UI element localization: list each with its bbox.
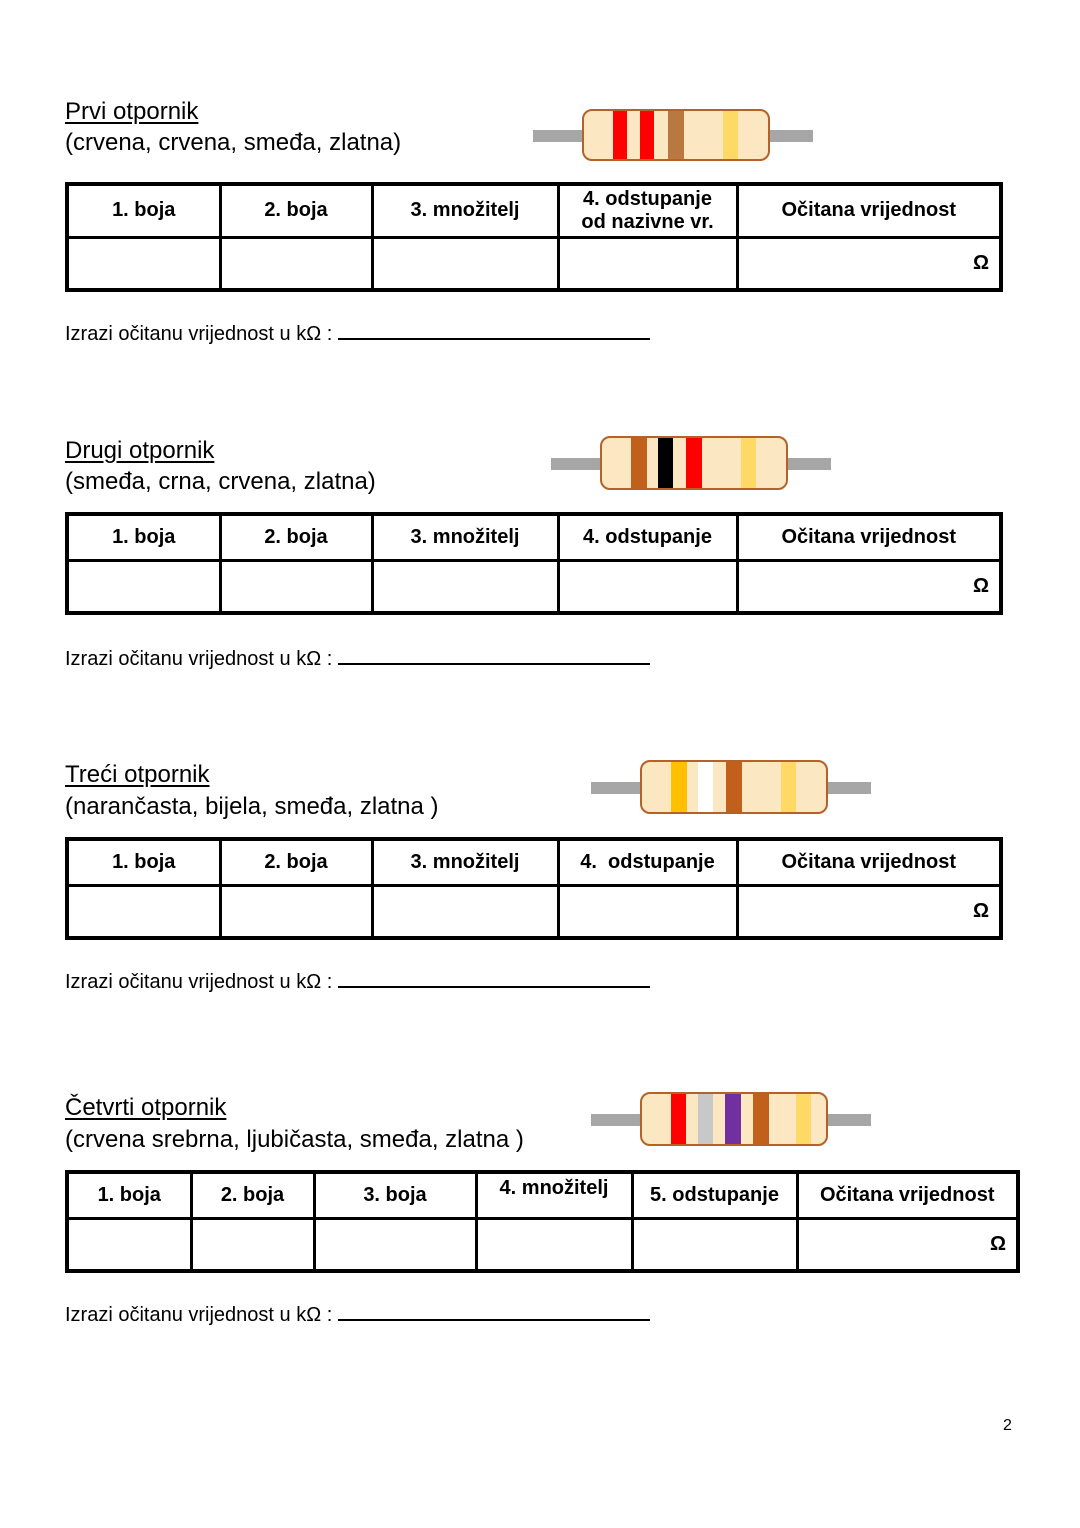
answer-row <box>67 1218 1018 1271</box>
answer-value-cell[interactable] <box>737 885 1001 938</box>
resistor-illustration <box>591 1090 873 1148</box>
answer-blank[interactable] <box>338 968 650 988</box>
band-1 <box>671 762 687 812</box>
convert-instruction <box>65 1301 650 1327</box>
answer-cell[interactable] <box>372 885 558 938</box>
answer-cell[interactable] <box>67 885 220 938</box>
page-number: 2 <box>1003 1417 1012 1434</box>
band-1 <box>671 1094 686 1144</box>
answer-value-cell[interactable] <box>797 1218 1018 1271</box>
header-cell: 3. množitelj <box>372 184 558 237</box>
answer-cell[interactable] <box>372 237 558 290</box>
band-3 <box>668 111 684 159</box>
header-row <box>67 184 1001 237</box>
band-2 <box>658 438 673 488</box>
resistor-illustration <box>533 107 815 163</box>
ohm-unit: Ω <box>972 251 989 274</box>
reading-table <box>65 1170 1020 1273</box>
resistor-lead <box>767 130 813 142</box>
band-2 <box>698 762 713 812</box>
header-cell: 1. boja <box>67 839 220 885</box>
header-cell: 4. odstupanje od nazivne vr. <box>558 184 737 237</box>
answer-row <box>67 237 1001 290</box>
header-cell: 2. boja <box>191 1172 314 1218</box>
header-row <box>67 839 1001 885</box>
ohm-unit: Ω <box>972 574 989 597</box>
instruction-text: Izrazi očitanu vrijednost u kΩ : <box>65 1304 333 1326</box>
resistor-lead <box>551 458 603 470</box>
answer-cell[interactable] <box>191 1218 314 1271</box>
reading-table <box>65 182 1003 292</box>
instruction-text: Izrazi očitanu vrijednost u kΩ : <box>65 323 333 345</box>
ohm-unit: Ω <box>972 899 989 922</box>
header-cell: Očitana vrijednost <box>737 514 1001 560</box>
reading-table <box>65 837 1003 940</box>
answer-cell[interactable] <box>558 885 737 938</box>
answer-cell[interactable] <box>220 560 372 613</box>
band-3 <box>725 1094 741 1144</box>
section-subtitle: (crvena, crvena, smeđa, zlatna) <box>65 129 402 156</box>
band-4 <box>781 762 796 812</box>
answer-blank[interactable] <box>338 320 650 340</box>
section-subtitle: (smeđa, crna, crvena, zlatna) <box>65 468 376 495</box>
answer-cell[interactable] <box>220 885 372 938</box>
header-cell: 3. množitelj <box>372 839 558 885</box>
header-cell: 4. odstupanje <box>558 514 737 560</box>
band-5 <box>796 1094 811 1144</box>
answer-cell[interactable] <box>67 560 220 613</box>
section-title: Drugi otpornik <box>65 437 215 464</box>
convert-instruction <box>65 645 650 671</box>
resistor-lead <box>825 782 871 794</box>
band-4 <box>723 111 738 159</box>
answer-cell[interactable] <box>372 560 558 613</box>
header-cell: Očitana vrijednost <box>797 1172 1018 1218</box>
header-cell: 1. boja <box>67 184 220 237</box>
answer-blank[interactable] <box>338 1301 650 1321</box>
band-4 <box>753 1094 769 1144</box>
answer-value-cell[interactable] <box>737 560 1001 613</box>
section-title: Četvrti otpornik <box>65 1094 227 1121</box>
band-3 <box>686 438 702 488</box>
header-cell: Očitana vrijednost <box>737 839 1001 885</box>
header-cell: 4. odstupanje <box>558 839 737 885</box>
answer-cell[interactable] <box>314 1218 476 1271</box>
band-2 <box>640 111 654 159</box>
answer-cell[interactable] <box>476 1218 632 1271</box>
band-4 <box>741 438 756 488</box>
resistor-lead <box>591 782 643 794</box>
answer-cell[interactable] <box>67 1218 191 1271</box>
resistor-lead <box>533 130 585 142</box>
section-subtitle: (crvena srebrna, ljubičasta, smeđa, zlatna ) <box>65 1126 524 1153</box>
answer-row <box>67 560 1001 613</box>
header-cell: 2. boja <box>220 184 372 237</box>
section-title: Prvi otpornik <box>65 98 199 125</box>
answer-cell[interactable] <box>558 560 737 613</box>
answer-blank[interactable] <box>338 645 650 665</box>
header-cell: 3. množitelj <box>372 514 558 560</box>
ohm-unit: Ω <box>989 1232 1006 1255</box>
header-row <box>67 514 1001 560</box>
resistor-illustration <box>551 434 833 492</box>
resistor-illustration <box>591 758 873 816</box>
resistor-lead <box>785 458 831 470</box>
reading-table <box>65 512 1003 615</box>
section-subtitle: (narančasta, bijela, smeđa, zlatna ) <box>65 793 439 820</box>
band-1 <box>613 111 627 159</box>
answer-cell[interactable] <box>558 237 737 290</box>
answer-cell[interactable] <box>220 237 372 290</box>
header-cell: 4. množitelj <box>476 1172 632 1218</box>
header-cell: 3. boja <box>314 1172 476 1218</box>
answer-value-cell[interactable] <box>737 237 1001 290</box>
resistor-lead <box>825 1114 871 1126</box>
band-3 <box>726 762 742 812</box>
resistor-lead <box>591 1114 643 1126</box>
header-cell: 1. boja <box>67 514 220 560</box>
header-cell: 5. odstupanje <box>632 1172 797 1218</box>
band-1 <box>631 438 647 488</box>
header-row <box>67 1172 1018 1218</box>
header-cell: 1. boja <box>67 1172 191 1218</box>
convert-instruction <box>65 968 650 994</box>
header-cell: 2. boja <box>220 514 372 560</box>
instruction-text: Izrazi očitanu vrijednost u kΩ : <box>65 648 333 670</box>
answer-cell[interactable] <box>632 1218 797 1271</box>
band-2 <box>698 1094 713 1144</box>
convert-instruction <box>65 320 650 346</box>
answer-row <box>67 885 1001 938</box>
header-cell: 2. boja <box>220 839 372 885</box>
answer-cell[interactable] <box>67 237 220 290</box>
section-title: Treći otpornik <box>65 761 210 788</box>
instruction-text: Izrazi očitanu vrijednost u kΩ : <box>65 971 333 993</box>
header-cell: Očitana vrijednost <box>737 184 1001 237</box>
